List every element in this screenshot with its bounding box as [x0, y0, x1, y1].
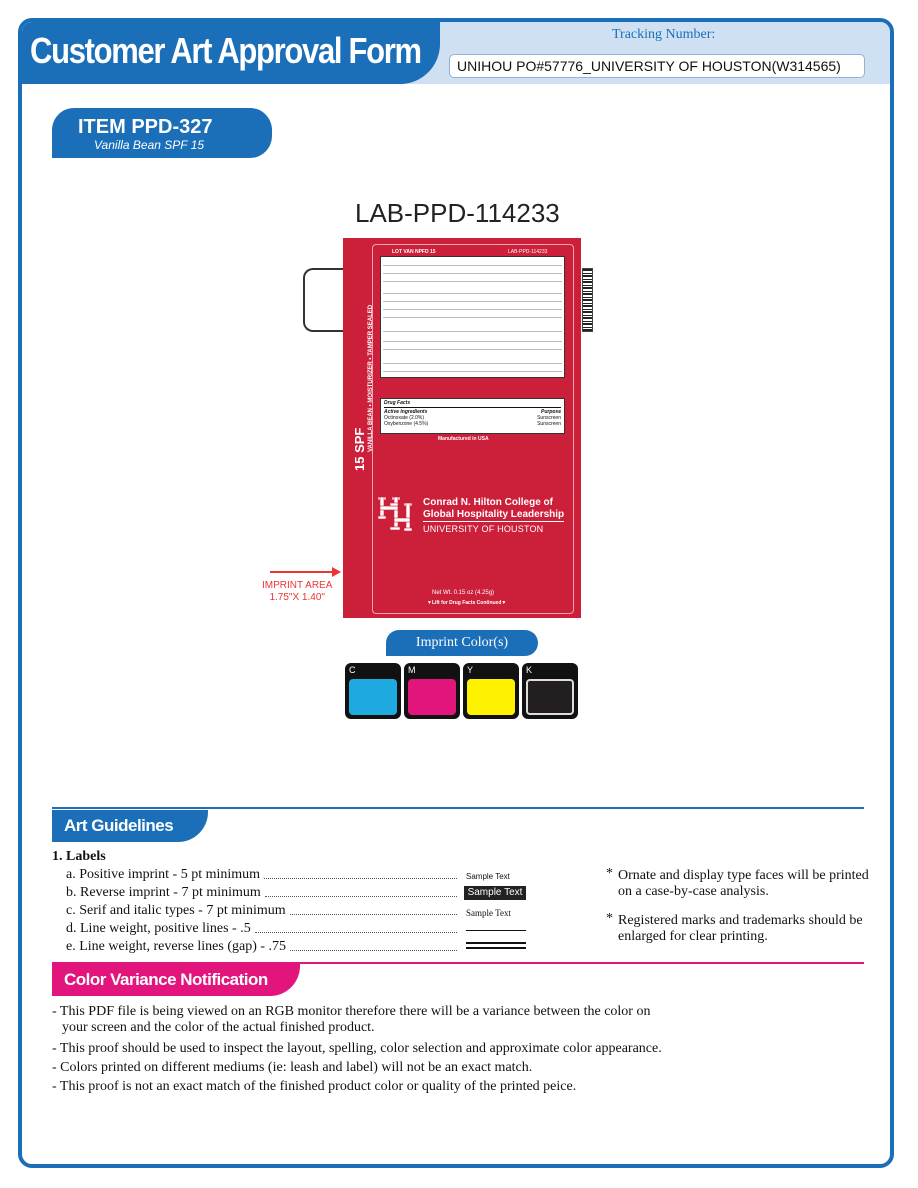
imprint-area-label	[262, 580, 332, 604]
lab-code: LAB-PPD-114233	[355, 198, 560, 228]
imprint-colors-title: Imprint Color(s)	[386, 630, 538, 656]
sample-reverse-line-bottom	[466, 947, 526, 949]
guideline-row	[66, 939, 461, 955]
guideline-row	[66, 867, 461, 883]
labels-heading: 1. Labels	[52, 849, 106, 864]
guideline-text: c. Serif and italic types - 7 pt minimum	[66, 903, 286, 918]
swatch-black	[522, 663, 578, 719]
fact-panel	[380, 256, 565, 378]
tracking-label: Tracking Number:	[612, 27, 716, 42]
side-text: VANILLA BEAN • MOISTURIZER • TAMPER SEALED	[368, 304, 374, 452]
art-guidelines-rule	[52, 807, 864, 809]
swatch-label: M	[408, 665, 416, 675]
guideline-note: * Ornate and display type faces will be printed on a case-by-case analysis.	[606, 866, 869, 899]
tracking-number-field: UNIHOU PO#57776_UNIVERSITY OF HOUSTON(W314565)	[449, 54, 865, 78]
lift-for-drug-facts: ▼Lift for Drug Facts Continued▼	[427, 600, 507, 606]
guideline-note: * Registered marks and trademarks should be enlarged for clear printing.	[606, 911, 863, 944]
net-weight: Net Wt. 0.15 oz (4.25g)	[432, 590, 495, 596]
proof-tiny-heading: LOT VAN NPFD 15	[392, 249, 436, 255]
college-line-1: Conrad N. Hilton College of	[423, 497, 553, 508]
art-guidelines-title: Art Guidelines	[64, 816, 174, 835]
swatch-fill	[408, 679, 456, 715]
ingredient-1-purpose: Sunscreen	[537, 415, 561, 421]
variance-line: - This PDF file is being viewed on an RGB monitor therefore there will be a variance between the color on	[52, 1004, 651, 1019]
guideline-row	[66, 885, 461, 901]
sample-serif: Sample Text	[466, 908, 511, 918]
ingredient-1: Octinoxate (2.0%)	[384, 415, 425, 421]
ingredient-2: Oxybenzone (4.5%)	[384, 421, 429, 427]
guideline-text: d. Line weight, positive lines - .5	[66, 921, 251, 936]
college-line-3: UNIVERSITY OF HOUSTON	[423, 524, 544, 534]
swatch-label: C	[349, 665, 356, 675]
swatch-cyan	[345, 663, 401, 719]
color-variance-title: Color Variance Notification	[64, 970, 268, 989]
sample-reverse-line-top	[466, 942, 526, 944]
proof-tiny-code: LAB-PPD-114233	[508, 249, 548, 255]
variance-line: - This proof is not an exact match of the finished product color or quality of the printed peice.	[52, 1079, 577, 1094]
sample-reverse: Sample Text	[464, 886, 526, 900]
variance-line: - This proof should be used to inspect the layout, spelling, color selection and approximate color appearance.	[52, 1041, 662, 1056]
swatch-fill	[526, 679, 574, 715]
swatch-label: K	[526, 665, 533, 675]
uh-logo-icon	[376, 494, 416, 534]
sample-positive: Sample Text	[466, 872, 510, 881]
variance-line: - Colors printed on different mediums (ie: leash and label) will not be an exact match.	[52, 1060, 533, 1075]
guideline-text: a. Positive imprint - 5 pt minimum	[66, 867, 261, 882]
imprint-arrow-icon	[332, 567, 341, 577]
swatch-magenta	[404, 663, 460, 719]
product-cap	[303, 268, 343, 332]
guideline-text: e. Line weight, reverse lines (gap) - .75	[66, 939, 287, 954]
swatch-label: Y	[467, 665, 474, 675]
item-name: Vanilla Bean SPF 15	[94, 138, 205, 152]
spf-label: 15 SPF	[352, 427, 367, 471]
drug-facts-heading: Drug Facts	[384, 400, 411, 406]
college-line-2: Global Hospitality Leadership	[423, 509, 565, 520]
guideline-row	[66, 903, 461, 919]
ingredient-2-purpose: Sunscreen	[537, 421, 561, 427]
guideline-row	[66, 921, 461, 937]
form-title: Customer Art Approval Form	[30, 30, 421, 71]
sample-positive-line	[466, 930, 526, 931]
swatch-fill	[349, 679, 397, 715]
imprint-arrow-line	[270, 571, 334, 573]
made-in-usa: Manufactured in USA	[438, 436, 489, 442]
active-ingredients-label: Active ingredients	[384, 409, 428, 415]
variance-line: your screen and the color of the actual finished product.	[62, 1020, 375, 1035]
drug-facts-box	[380, 398, 565, 434]
swatch-yellow	[463, 663, 519, 719]
barcode	[582, 268, 593, 332]
imprint-area-title: IMPRINT AREA	[262, 580, 333, 591]
purpose-label: Purpose	[540, 409, 561, 415]
swatch-fill	[467, 679, 515, 715]
imprint-area-size: 1.75"X 1.40"	[269, 592, 325, 603]
item-code: ITEM PPD-327	[78, 116, 213, 138]
guideline-text: b. Reverse imprint - 7 pt minimum	[66, 885, 261, 900]
